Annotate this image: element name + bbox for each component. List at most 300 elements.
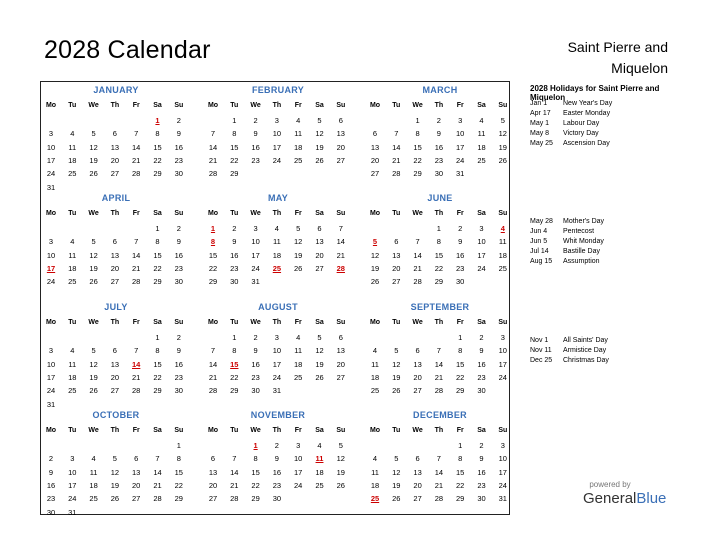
day-cell: 21 <box>132 263 141 273</box>
day-cell: 17 <box>456 142 465 152</box>
holiday-date: 15 <box>230 359 239 369</box>
day-cell: 16 <box>477 359 486 369</box>
day-cell: 5 <box>296 224 301 233</box>
holiday-date: 1 <box>210 224 216 233</box>
day-cell: 30 <box>46 507 56 517</box>
day-cell: 30 <box>174 169 183 179</box>
day-cell: 29 <box>153 386 162 396</box>
day-cell: 10 <box>251 237 260 247</box>
day-cell: 19 <box>392 372 401 382</box>
day-cell: 8 <box>436 237 441 247</box>
day-cell: 21 <box>132 372 141 382</box>
brand-general: General <box>583 490 637 507</box>
day-cell: 28 <box>392 169 401 179</box>
holiday-name: Easter Monday <box>563 110 611 117</box>
weekday-header: Fr <box>456 210 464 217</box>
day-cell: 13 <box>392 250 401 260</box>
day-cell: 17 <box>251 250 260 260</box>
day-cell: 12 <box>336 454 345 464</box>
holiday-name: Mother's Day <box>563 218 605 225</box>
month-name: DECEMBER <box>413 410 467 420</box>
day-cell: 16 <box>46 480 56 490</box>
weekday-header: Sa <box>477 319 486 326</box>
day-cell: 28 <box>132 386 141 396</box>
day-cell: 17 <box>68 480 77 490</box>
day-cell: 14 <box>208 359 218 369</box>
weekday-header: Fr <box>132 427 140 434</box>
day-cell: 27 <box>132 494 141 504</box>
holiday-date: 1 <box>155 116 160 125</box>
day-cell: 25 <box>294 372 303 382</box>
day-cell: 13 <box>413 467 422 477</box>
day-cell: 4 <box>296 333 301 342</box>
weekday-header: Tu <box>230 319 239 326</box>
day-cell: 14 <box>413 250 422 260</box>
day-cell: 7 <box>210 129 216 139</box>
weekday-header: Sa <box>153 210 162 217</box>
day-cell: 21 <box>230 480 239 490</box>
day-cell: 27 <box>110 277 120 287</box>
holiday-date: 1 <box>253 441 258 450</box>
day-cell: 17 <box>498 359 507 369</box>
day-cell: 11 <box>68 250 77 260</box>
weekday-header: Mo <box>45 102 57 109</box>
day-cell: 4 <box>372 454 378 464</box>
day-cell: 5 <box>91 129 96 139</box>
day-cell: 19 <box>89 372 98 382</box>
weekday-header: We <box>88 427 99 434</box>
day-cell: 7 <box>210 346 216 356</box>
day-cell: 19 <box>336 467 345 477</box>
day-cell: 10 <box>498 454 507 464</box>
day-cell: 18 <box>68 155 77 165</box>
day-cell: 14 <box>132 142 141 152</box>
day-cell: 8 <box>458 346 463 356</box>
day-cell: 9 <box>176 129 181 139</box>
day-cell: 22 <box>174 480 183 490</box>
day-cell: 26 <box>89 386 98 396</box>
day-cell: 20 <box>132 480 141 490</box>
day-cell: 31 <box>46 399 56 409</box>
day-cell: 9 <box>479 346 484 356</box>
day-cell: 14 <box>392 142 401 152</box>
holiday-name: Whit Monday <box>563 238 604 245</box>
day-cell: 23 <box>46 494 56 504</box>
day-cell: 10 <box>46 142 56 152</box>
day-cell: 29 <box>230 386 239 396</box>
day-cell: 10 <box>272 129 282 139</box>
day-cell: 25 <box>477 155 486 165</box>
weekday-header: Tu <box>392 319 401 326</box>
day-cell: 24 <box>498 372 507 382</box>
day-cell: 20 <box>413 372 422 382</box>
day-cell: 23 <box>251 372 260 382</box>
day-cell: 3 <box>479 224 484 233</box>
day-cell: 11 <box>294 129 303 139</box>
weekday-header: Fr <box>294 210 302 217</box>
day-cell: 21 <box>132 155 141 165</box>
day-cell: 30 <box>477 494 486 504</box>
day-cell: 23 <box>174 372 183 382</box>
weekday-header: Fr <box>456 102 464 109</box>
day-cell: 2 <box>458 224 463 233</box>
holiday-date: 17 <box>46 263 56 273</box>
day-cell: 5 <box>91 237 96 247</box>
day-cell: 31 <box>498 494 507 504</box>
holiday-date-label: May 8 <box>530 130 550 137</box>
day-cell: 13 <box>315 237 324 247</box>
day-cell: 19 <box>89 263 98 273</box>
day-cell: 27 <box>370 169 380 179</box>
day-cell: 9 <box>253 129 258 139</box>
day-cell: 24 <box>46 277 56 287</box>
day-cell: 24 <box>251 263 260 273</box>
holiday-date: 25 <box>272 263 282 273</box>
day-cell: 10 <box>272 346 282 356</box>
day-cell: 6 <box>338 333 343 342</box>
brand-blue: Blue <box>636 490 667 507</box>
day-cell: 1 <box>415 116 420 125</box>
weekday-header: Su <box>174 319 184 326</box>
weekday-header: Sa <box>477 102 486 109</box>
day-cell: 3 <box>500 333 505 342</box>
day-cell: 13 <box>413 359 422 369</box>
day-cell: 3 <box>274 116 279 125</box>
day-cell: 6 <box>338 116 343 125</box>
day-cell: 24 <box>46 386 56 396</box>
day-cell: 4 <box>479 116 484 125</box>
weekday-header: We <box>412 319 423 326</box>
holiday-name: Ascension Day <box>563 140 610 147</box>
day-cell: 29 <box>434 277 444 287</box>
day-cell: 22 <box>208 263 218 273</box>
day-cell: 23 <box>230 263 239 273</box>
day-cell: 3 <box>48 237 54 247</box>
day-cell: 28 <box>208 169 218 179</box>
day-cell: 22 <box>456 372 465 382</box>
weekday-header: Th <box>110 427 120 434</box>
day-cell: 9 <box>48 467 54 477</box>
day-cell: 10 <box>456 129 465 139</box>
weekday-header: Su <box>336 102 346 109</box>
day-cell: 5 <box>91 346 96 356</box>
day-cell: 21 <box>208 155 218 165</box>
page-title: 2028 Calendar <box>44 36 211 64</box>
holiday-date-label: Dec 25 <box>530 357 553 364</box>
day-cell: 7 <box>415 237 420 247</box>
day-cell: 13 <box>110 359 120 369</box>
month-name: APRIL <box>101 193 131 203</box>
day-cell: 10 <box>294 454 303 464</box>
day-cell: 2 <box>232 224 237 233</box>
day-cell: 18 <box>477 142 486 152</box>
brand-logo[interactable] <box>583 490 666 507</box>
day-cell: 7 <box>134 129 139 139</box>
day-cell: 22 <box>153 263 162 273</box>
day-cell: 6 <box>134 454 139 464</box>
day-cell: 3 <box>296 441 301 450</box>
day-cell: 16 <box>251 359 260 369</box>
day-cell: 3 <box>458 116 463 125</box>
day-cell: 17 <box>46 155 56 165</box>
day-cell: 22 <box>230 155 239 165</box>
day-cell: 8 <box>176 454 181 464</box>
day-cell: 8 <box>155 129 160 139</box>
weekday-header: Tu <box>392 210 401 217</box>
calendar-grid <box>40 81 510 515</box>
day-cell: 29 <box>251 494 260 504</box>
day-cell: 14 <box>132 250 141 260</box>
day-cell: 27 <box>110 169 120 179</box>
day-cell: 4 <box>70 346 75 356</box>
day-cell: 29 <box>456 494 465 504</box>
weekday-header: Su <box>336 319 346 326</box>
weekday-header: We <box>250 102 261 109</box>
day-cell: 25 <box>498 263 507 273</box>
weekday-header: Su <box>498 102 508 109</box>
weekday-header: We <box>250 427 261 434</box>
day-cell: 3 <box>500 441 505 450</box>
day-cell: 20 <box>208 480 218 490</box>
day-cell: 26 <box>315 372 324 382</box>
day-cell: 18 <box>68 263 77 273</box>
weekday-header: Th <box>110 319 120 326</box>
day-cell: 23 <box>272 480 282 490</box>
day-cell: 23 <box>434 155 444 165</box>
weekday-header: Th <box>434 319 444 326</box>
day-cell: 26 <box>336 480 345 490</box>
day-cell: 16 <box>174 142 183 152</box>
weekday-header: Tu <box>68 210 77 217</box>
weekday-header: Fr <box>132 102 140 109</box>
day-cell: 20 <box>392 263 401 273</box>
day-cell: 30 <box>434 169 444 179</box>
weekday-header: We <box>88 319 99 326</box>
day-cell: 12 <box>89 142 98 152</box>
month-name: MAY <box>267 193 289 203</box>
day-cell: 8 <box>232 129 237 139</box>
day-cell: 11 <box>68 359 77 369</box>
day-cell: 20 <box>336 359 345 369</box>
holiday-date-label: Jul 14 <box>530 248 549 255</box>
month-name: JANUARY <box>93 85 139 95</box>
holiday-name: Christmas Day <box>563 357 609 364</box>
day-cell: 2 <box>479 441 484 450</box>
holiday-date-label: May 1 <box>530 120 550 127</box>
day-cell: 27 <box>208 494 218 504</box>
day-cell: 5 <box>317 333 322 342</box>
day-cell: 23 <box>477 480 486 490</box>
day-cell: 26 <box>294 263 303 273</box>
day-cell: 1 <box>155 333 160 342</box>
weekday-header: Mo <box>45 319 57 326</box>
holiday-date-label: Nov 1 <box>530 337 549 344</box>
day-cell: 28 <box>132 277 141 287</box>
day-cell: 24 <box>272 155 282 165</box>
weekday-header: Th <box>434 210 444 217</box>
holiday-name: New Year's Day <box>563 100 613 107</box>
day-cell: 15 <box>413 142 422 152</box>
day-cell: 26 <box>370 277 380 287</box>
day-cell: 17 <box>272 359 282 369</box>
day-cell: 18 <box>68 372 77 382</box>
weekday-header: Fr <box>456 427 464 434</box>
day-cell: 1 <box>232 333 237 342</box>
day-cell: 2 <box>176 333 181 342</box>
weekday-header: We <box>88 102 99 109</box>
day-cell: 6 <box>112 129 117 139</box>
day-cell: 2 <box>436 116 441 125</box>
holiday-date-label: Apr 17 <box>530 110 551 117</box>
holiday-date-label: May 28 <box>530 218 553 225</box>
weekday-header: Fr <box>132 319 140 326</box>
weekday-header: Tu <box>230 427 239 434</box>
day-cell: 12 <box>392 359 401 369</box>
weekday-header: Tu <box>392 102 401 109</box>
day-cell: 7 <box>134 346 139 356</box>
holiday-date-label: Jun 4 <box>530 228 548 235</box>
weekday-header: Fr <box>294 427 302 434</box>
holiday-name: Assumption <box>563 258 600 265</box>
day-cell: 14 <box>208 142 218 152</box>
day-cell: 19 <box>315 359 324 369</box>
day-cell: 28 <box>230 494 239 504</box>
day-cell: 20 <box>110 155 120 165</box>
holiday-date: 28 <box>336 263 345 273</box>
weekday-header: Mo <box>369 319 381 326</box>
day-cell: 23 <box>456 263 465 273</box>
weekday-header: Th <box>434 102 444 109</box>
weekday-header: Mo <box>369 102 381 109</box>
day-cell: 1 <box>176 441 181 450</box>
weekday-header: Th <box>272 319 282 326</box>
day-cell: 13 <box>110 142 120 152</box>
day-cell: 16 <box>477 467 486 477</box>
day-cell: 19 <box>110 480 120 490</box>
day-cell: 25 <box>370 386 380 396</box>
day-cell: 2 <box>253 333 258 342</box>
day-cell: 14 <box>336 237 345 247</box>
holiday-name: All Saints' Day <box>563 337 608 344</box>
day-cell: 29 <box>153 277 162 287</box>
day-cell: 19 <box>294 250 303 260</box>
weekday-header: Mo <box>207 319 219 326</box>
holiday-date-label: Jan 1 <box>530 100 548 107</box>
day-cell: 2 <box>479 333 484 342</box>
weekday-header: Sa <box>477 210 486 217</box>
weekday-header: Th <box>434 427 444 434</box>
holiday-name: Armistice Day <box>563 347 607 354</box>
day-cell: 13 <box>370 142 380 152</box>
holiday-date-label: May 25 <box>530 140 553 147</box>
day-cell: 28 <box>413 277 422 287</box>
weekday-header: Sa <box>153 102 162 109</box>
weekday-header: Sa <box>315 210 324 217</box>
weekday-header: Su <box>174 210 184 217</box>
day-cell: 15 <box>208 250 218 260</box>
weekday-header: Sa <box>153 319 162 326</box>
day-cell: 23 <box>477 372 486 382</box>
day-cell: 29 <box>456 386 465 396</box>
weekday-header: Tu <box>68 319 77 326</box>
day-cell: 5 <box>338 441 343 450</box>
day-cell: 1 <box>232 116 237 125</box>
day-cell: 1 <box>155 224 160 233</box>
day-cell: 22 <box>413 155 422 165</box>
day-cell: 25 <box>68 277 77 287</box>
weekday-header: We <box>412 427 423 434</box>
day-cell: 16 <box>456 250 465 260</box>
holidays-panel-title: 2028 Holidays for Saint Pierre and Miquelon <box>530 84 660 102</box>
weekday-header: Tu <box>392 427 401 434</box>
day-cell: 24 <box>456 155 465 165</box>
month-name: FEBRUARY <box>251 85 305 95</box>
day-cell: 26 <box>498 155 507 165</box>
day-cell: 2 <box>253 116 258 125</box>
region-name: Saint Pierre and Miquelon <box>567 39 668 76</box>
day-cell: 8 <box>155 237 160 247</box>
day-cell: 5 <box>317 116 322 125</box>
day-cell: 20 <box>336 142 345 152</box>
weekday-header: Mo <box>45 427 57 434</box>
day-cell: 18 <box>370 372 380 382</box>
day-cell: 7 <box>436 346 441 356</box>
day-cell: 19 <box>370 263 380 273</box>
day-cell: 9 <box>479 454 484 464</box>
day-cell: 7 <box>338 224 343 233</box>
day-cell: 6 <box>415 346 420 356</box>
day-cell: 8 <box>415 129 420 139</box>
day-cell: 11 <box>89 467 98 477</box>
day-cell: 30 <box>272 494 282 504</box>
day-cell: 9 <box>458 237 463 247</box>
day-cell: 27 <box>413 494 422 504</box>
day-cell: 22 <box>230 372 239 382</box>
day-cell: 31 <box>251 277 260 287</box>
day-cell: 31 <box>272 386 282 396</box>
day-cell: 29 <box>413 169 422 179</box>
day-cell: 25 <box>89 494 98 504</box>
month-name: AUGUST <box>258 302 298 312</box>
day-cell: 3 <box>70 454 75 464</box>
holiday-date: 5 <box>372 237 378 247</box>
day-cell: 14 <box>153 467 162 477</box>
day-cell: 27 <box>110 386 120 396</box>
holiday-name: Victory Day <box>563 130 599 137</box>
day-cell: 4 <box>70 129 75 139</box>
day-cell: 16 <box>272 467 282 477</box>
day-cell: 14 <box>434 467 444 477</box>
day-cell: 17 <box>272 142 282 152</box>
day-cell: 5 <box>394 454 399 464</box>
day-cell: 23 <box>174 155 183 165</box>
day-cell: 2 <box>176 116 181 125</box>
holiday-date-label: Nov 11 <box>530 347 552 354</box>
day-cell: 22 <box>153 372 162 382</box>
weekday-header: Tu <box>68 427 77 434</box>
weekday-header: We <box>250 210 261 217</box>
weekday-header: Su <box>498 210 508 217</box>
day-cell: 22 <box>153 155 162 165</box>
day-cell: 15 <box>251 467 260 477</box>
day-cell: 15 <box>434 250 444 260</box>
day-cell: 26 <box>392 494 401 504</box>
weekday-header: Fr <box>456 319 464 326</box>
day-cell: 21 <box>434 480 444 490</box>
day-cell: 2 <box>48 454 54 464</box>
day-cell: 18 <box>89 480 98 490</box>
day-cell: 15 <box>153 359 162 369</box>
